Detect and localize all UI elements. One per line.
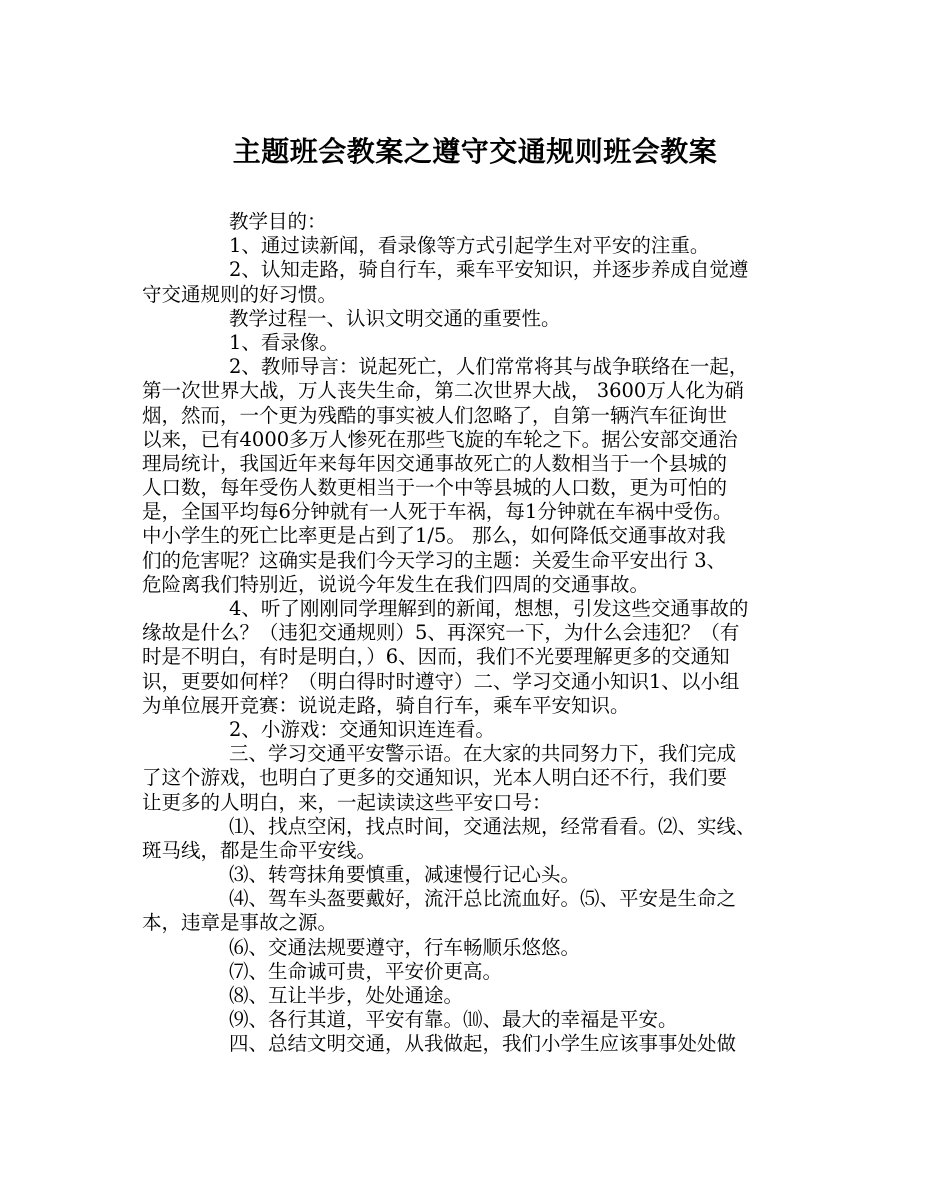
text-line: ⑼、各行其道，平安有靠。⑽、最大的幸福是平安。: [229, 1008, 678, 1032]
text-line: 教学目的：: [229, 210, 327, 233]
text-line: 4、听了刚刚同学理解到的新闻，想想，引发这些交通事故的: [229, 597, 749, 620]
text-line: 以来，已有4000多万人惨死在那些飞旋的车轮之下。据公安部交通治: [142, 427, 738, 451]
text-line: 2、小游戏：交通知识连连看。: [229, 717, 495, 741]
text-line: 烟，然而，一个更为残酷的事实被人们忽略了，自第一辆汽车征询世: [142, 403, 728, 427]
text-line: ⑹、交通法规要遵守，行车畅顺乐悠悠。: [229, 935, 581, 959]
text-line: 中小学生的死亡比率更是占到了1/5。 那么，如何降低交通事故对我: [142, 524, 726, 548]
text-line: 让更多的人明白，来，一起读读这些平安口号：: [142, 790, 552, 814]
text-line: 缘故是什么？（违犯交通规则）5、再深究一下，为什么会违犯？（有: [142, 621, 740, 645]
text-line: 识，更要如何样？（明白得时时遵守）二、学习交通小知识1、以小组: [142, 669, 740, 693]
text-line: ⑻、互让半步，处处通途。: [229, 984, 464, 1007]
text-line: 四、总结文明交通，从我做起，我们小学生应该事事处处做: [229, 1032, 737, 1056]
text-line: 本，违章是事故之源。: [142, 911, 338, 935]
text-line: 1、看录像。: [229, 330, 339, 354]
text-line: 为单位展开竞赛：说说走路，骑自行车，乘车平安知识。: [142, 693, 630, 717]
text-line: 时是不明白，有时是明白，）6、因而，我们不光要理解更多的交通知: [142, 645, 730, 669]
text-line: ⑺、生命诚可贵，平安价更高。: [229, 959, 503, 983]
text-line: 三、学习交通平安警示语。在大家的共同努力下，我们完成: [229, 742, 737, 766]
text-line: 人口数，每年受伤人数更相当于一个中等县城的人口数，更为可怕的: [142, 476, 728, 500]
text-line: ⑴、找点空闲，找点时间，交通法规，经常看看。⑵、实线、: [229, 814, 756, 838]
text-line: 守交通规则的好习惯。: [142, 282, 338, 306]
text-line: ⑷、驾车头盔要戴好，流汗总比流血好。⑸、平安是生命之: [229, 887, 737, 911]
text-line: 危险离我们特别近，说说今年发生在我们四周的交通事故。: [142, 572, 650, 596]
text-line: 是，全国平均每6分钟就有一人死于车祸，每1分钟就在车祸中受伤。: [142, 500, 733, 524]
text-line: ⑶、转弯抹角要慎重，减速慢行记心头。: [229, 863, 581, 887]
text-line: 斑马线，都是生命平安线。: [142, 838, 377, 862]
text-line: 了这个游戏，也明白了更多的交通知识，光本人明白还不行，我们要: [142, 766, 728, 790]
text-line: 1、通过读新闻，看录像等方式引起学生对平安的注重。: [229, 234, 710, 258]
text-line: 们的危害呢？这确实是我们今天学习的主题：关爱生命平安出行 3、: [142, 548, 727, 572]
text-line: 2、教师导言：说起死亡，人们常常将其与战争联络在一起，: [229, 355, 749, 379]
text-line: 理局统计，我国近年来每年因交通事故死亡的人数相当于一个县城的: [142, 451, 728, 475]
text-line: 2、认知走路，骑自行车，乘车平安知识，并逐步养成自觉遵: [229, 258, 749, 282]
document-body: [142, 210, 832, 1057]
document-title: 主题班会教案之遵守交通规则班会教案: [232, 135, 718, 168]
text-line: 教学过程一、认识文明交通的重要性。: [229, 306, 561, 330]
text-line: 第一次世界大战，万人丧失生命，第二次世界大战， 3600万人化为硝: [142, 379, 744, 403]
